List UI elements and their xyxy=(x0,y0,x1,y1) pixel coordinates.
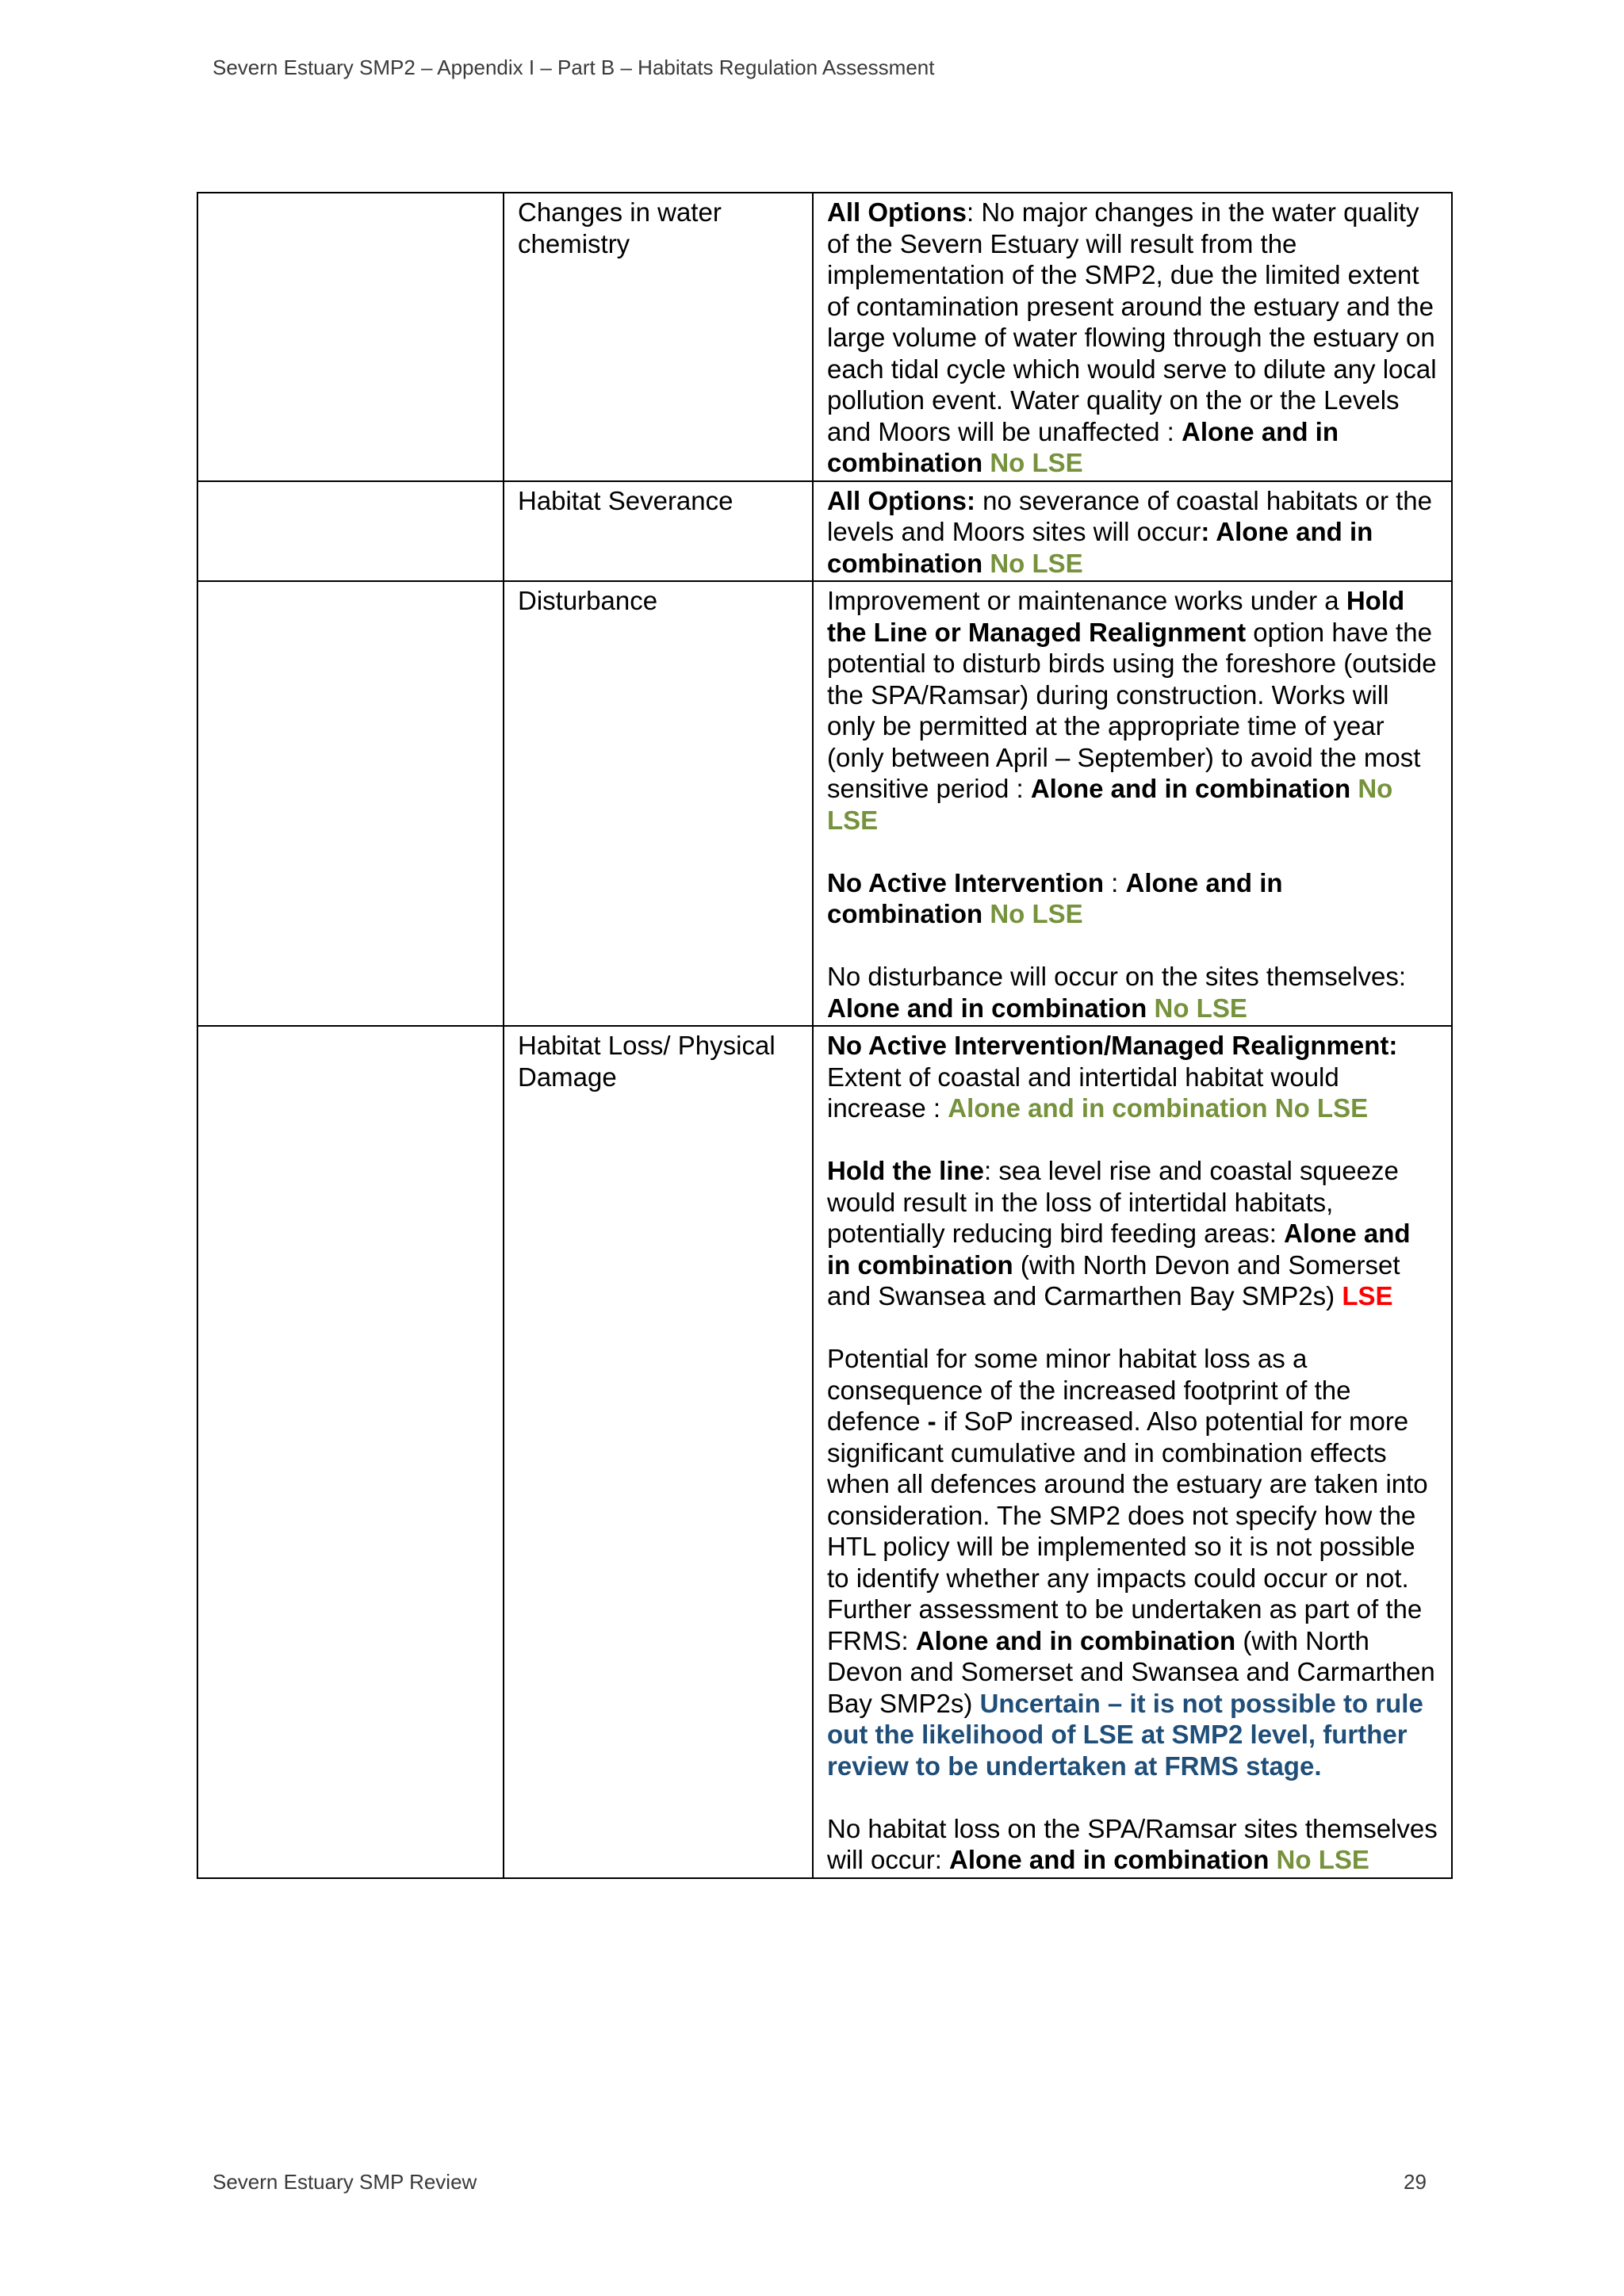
assessment-cell xyxy=(813,581,1452,1026)
bold-text-run: Alone and in combination xyxy=(827,1219,1411,1280)
assessment-paragraph xyxy=(827,197,1438,479)
no-lse-conclusion: No LSE xyxy=(990,448,1083,477)
assessment-paragraph xyxy=(827,867,1438,930)
assessment-paragraph xyxy=(827,1343,1438,1781)
bold-text-run: Alone and in combination xyxy=(1030,774,1351,803)
impact-type-cell: Habitat Severance xyxy=(504,481,813,582)
assessment-paragraph xyxy=(827,585,1438,836)
text-run xyxy=(982,549,990,578)
no-lse-conclusion: No LSE xyxy=(1154,993,1247,1023)
no-lse-conclusion: Alone and in combination No LSE xyxy=(948,1093,1369,1123)
text-run: : No major changes in the water quality of the Severn Estuary will result from the implementation of the SMP2, due the limited extent of contamination present around the estuary and the large volume of water flowing through the estuary on each tidal cycle which would serve to dilute any local pollution event. Water quality on the or the Levels and Moors will be unaffected : xyxy=(827,197,1437,446)
text-run: no severance of coastal habitats or the levels and Moors sites will occu xyxy=(827,485,1433,546)
bold-text-run: Alone and in combination xyxy=(915,1625,1236,1655)
impact-type-cell: Disturbance xyxy=(504,581,813,1026)
text-run: Improvement or maintenance works under a xyxy=(827,586,1346,615)
table-row xyxy=(197,1026,1452,1878)
no-lse-conclusion: No LSE xyxy=(990,548,1083,578)
page-number: 29 xyxy=(1404,2170,1427,2194)
assessment-table xyxy=(197,192,1453,1879)
text-run: r xyxy=(1192,517,1201,546)
site-cell xyxy=(197,481,504,582)
bold-text-run: No Active Intervention xyxy=(827,867,1104,897)
text-run: (with North Devon and Somerset and Swansea and Carmarthen Bay SMP2s) xyxy=(827,1625,1435,1718)
assessment-cell xyxy=(813,1026,1452,1878)
bold-text-run: Alone and in combination xyxy=(949,1845,1270,1874)
bold-text-run: Hold the line xyxy=(827,1156,984,1185)
no-lse-conclusion: No LSE xyxy=(827,774,1393,835)
text-run: Potential for some minor habitat loss as a consequence of the increased footprint of the defence xyxy=(827,1344,1351,1436)
table-row xyxy=(197,193,1452,481)
text-run xyxy=(1147,993,1154,1023)
no-lse-conclusion: No LSE xyxy=(990,899,1083,928)
site-cell xyxy=(197,193,504,481)
no-lse-conclusion: No LSE xyxy=(1276,1845,1369,1874)
text-run xyxy=(1350,774,1358,803)
assessment-paragraph xyxy=(827,1813,1438,1876)
assessment-cell xyxy=(813,193,1452,481)
bold-text-run: All Options: xyxy=(827,485,975,515)
uncertain-conclusion: Uncertain – it is not possible to rule out the likelihood of LSE at SMP2 level, further review to be undertaken at FRMS stage. xyxy=(827,1688,1423,1781)
text-run: No habitat loss on the SPA/Ramsar sites themselves will occur: xyxy=(827,1813,1438,1874)
bold-text-run: Alone and in combination xyxy=(827,416,1339,477)
bold-text-run: - xyxy=(927,1406,936,1436)
assessment-paragraph xyxy=(827,485,1438,580)
assessment-paragraph xyxy=(827,961,1438,1024)
text-run xyxy=(982,448,990,477)
site-cell xyxy=(197,581,504,1026)
text-run: if SoP increased. Also potential for more significant cumulative and in combination effects when all defences around the estuary are taken into consideration. The SMP2 does not specify how the HTL policy will be implemented so it is not possible to identify whether any impacts could occur or not. Further assessment to be undertaken as part of the FRMS: xyxy=(827,1406,1428,1655)
table-row xyxy=(197,581,1452,1026)
bold-text-run: All Options xyxy=(827,197,967,227)
bold-text-run: Hold the Line or Managed Realignment xyxy=(827,586,1405,647)
assessment-paragraph xyxy=(827,1030,1438,1124)
bold-text-run: : Alone and in combination xyxy=(827,517,1373,578)
assessment-paragraph xyxy=(827,1155,1438,1312)
text-run: option have the potential to disturb birds using the foreshore (outside the SPA/Ramsar) during construction. Works will only be permitted at the appropriate time of year (only between April – September) to avoid the most sensitive period : xyxy=(827,617,1437,803)
text-run xyxy=(1269,1845,1276,1874)
running-header: Severn Estuary SMP2 – Appendix I – Part B – Habitats Regulation Assessment xyxy=(213,55,935,79)
impact-type-cell: Changes in water chemistry xyxy=(504,193,813,481)
lse-conclusion: LSE xyxy=(1342,1281,1393,1311)
footer-document-title: Severn Estuary SMP Review xyxy=(213,2170,477,2194)
assessment-cell xyxy=(813,481,1452,582)
bold-text-run: Alone and in combination xyxy=(827,993,1147,1023)
bold-text-run: Alone and in combination xyxy=(827,867,1283,928)
bold-text-run: No Active Intervention/Managed Realignment: xyxy=(827,1031,1398,1060)
text-run: : xyxy=(1104,867,1126,897)
text-run: : sea level rise and coastal squeeze would result in the loss of intertidal habitats, potentially reducing bird feeding areas: xyxy=(827,1156,1399,1248)
assessment-table-body xyxy=(197,193,1452,1878)
impact-type-cell: Habitat Loss/ Physical Damage xyxy=(504,1026,813,1878)
table-row xyxy=(197,481,1452,582)
text-run: No disturbance will occur on the sites themselves: xyxy=(827,962,1406,991)
text-run: Extent of coastal and intertidal habitat would increase : xyxy=(827,1062,1339,1123)
site-cell xyxy=(197,1026,504,1878)
text-run: (with North Devon and Somerset and Swansea and Carmarthen Bay SMP2s) xyxy=(827,1249,1400,1311)
text-run xyxy=(982,899,990,928)
